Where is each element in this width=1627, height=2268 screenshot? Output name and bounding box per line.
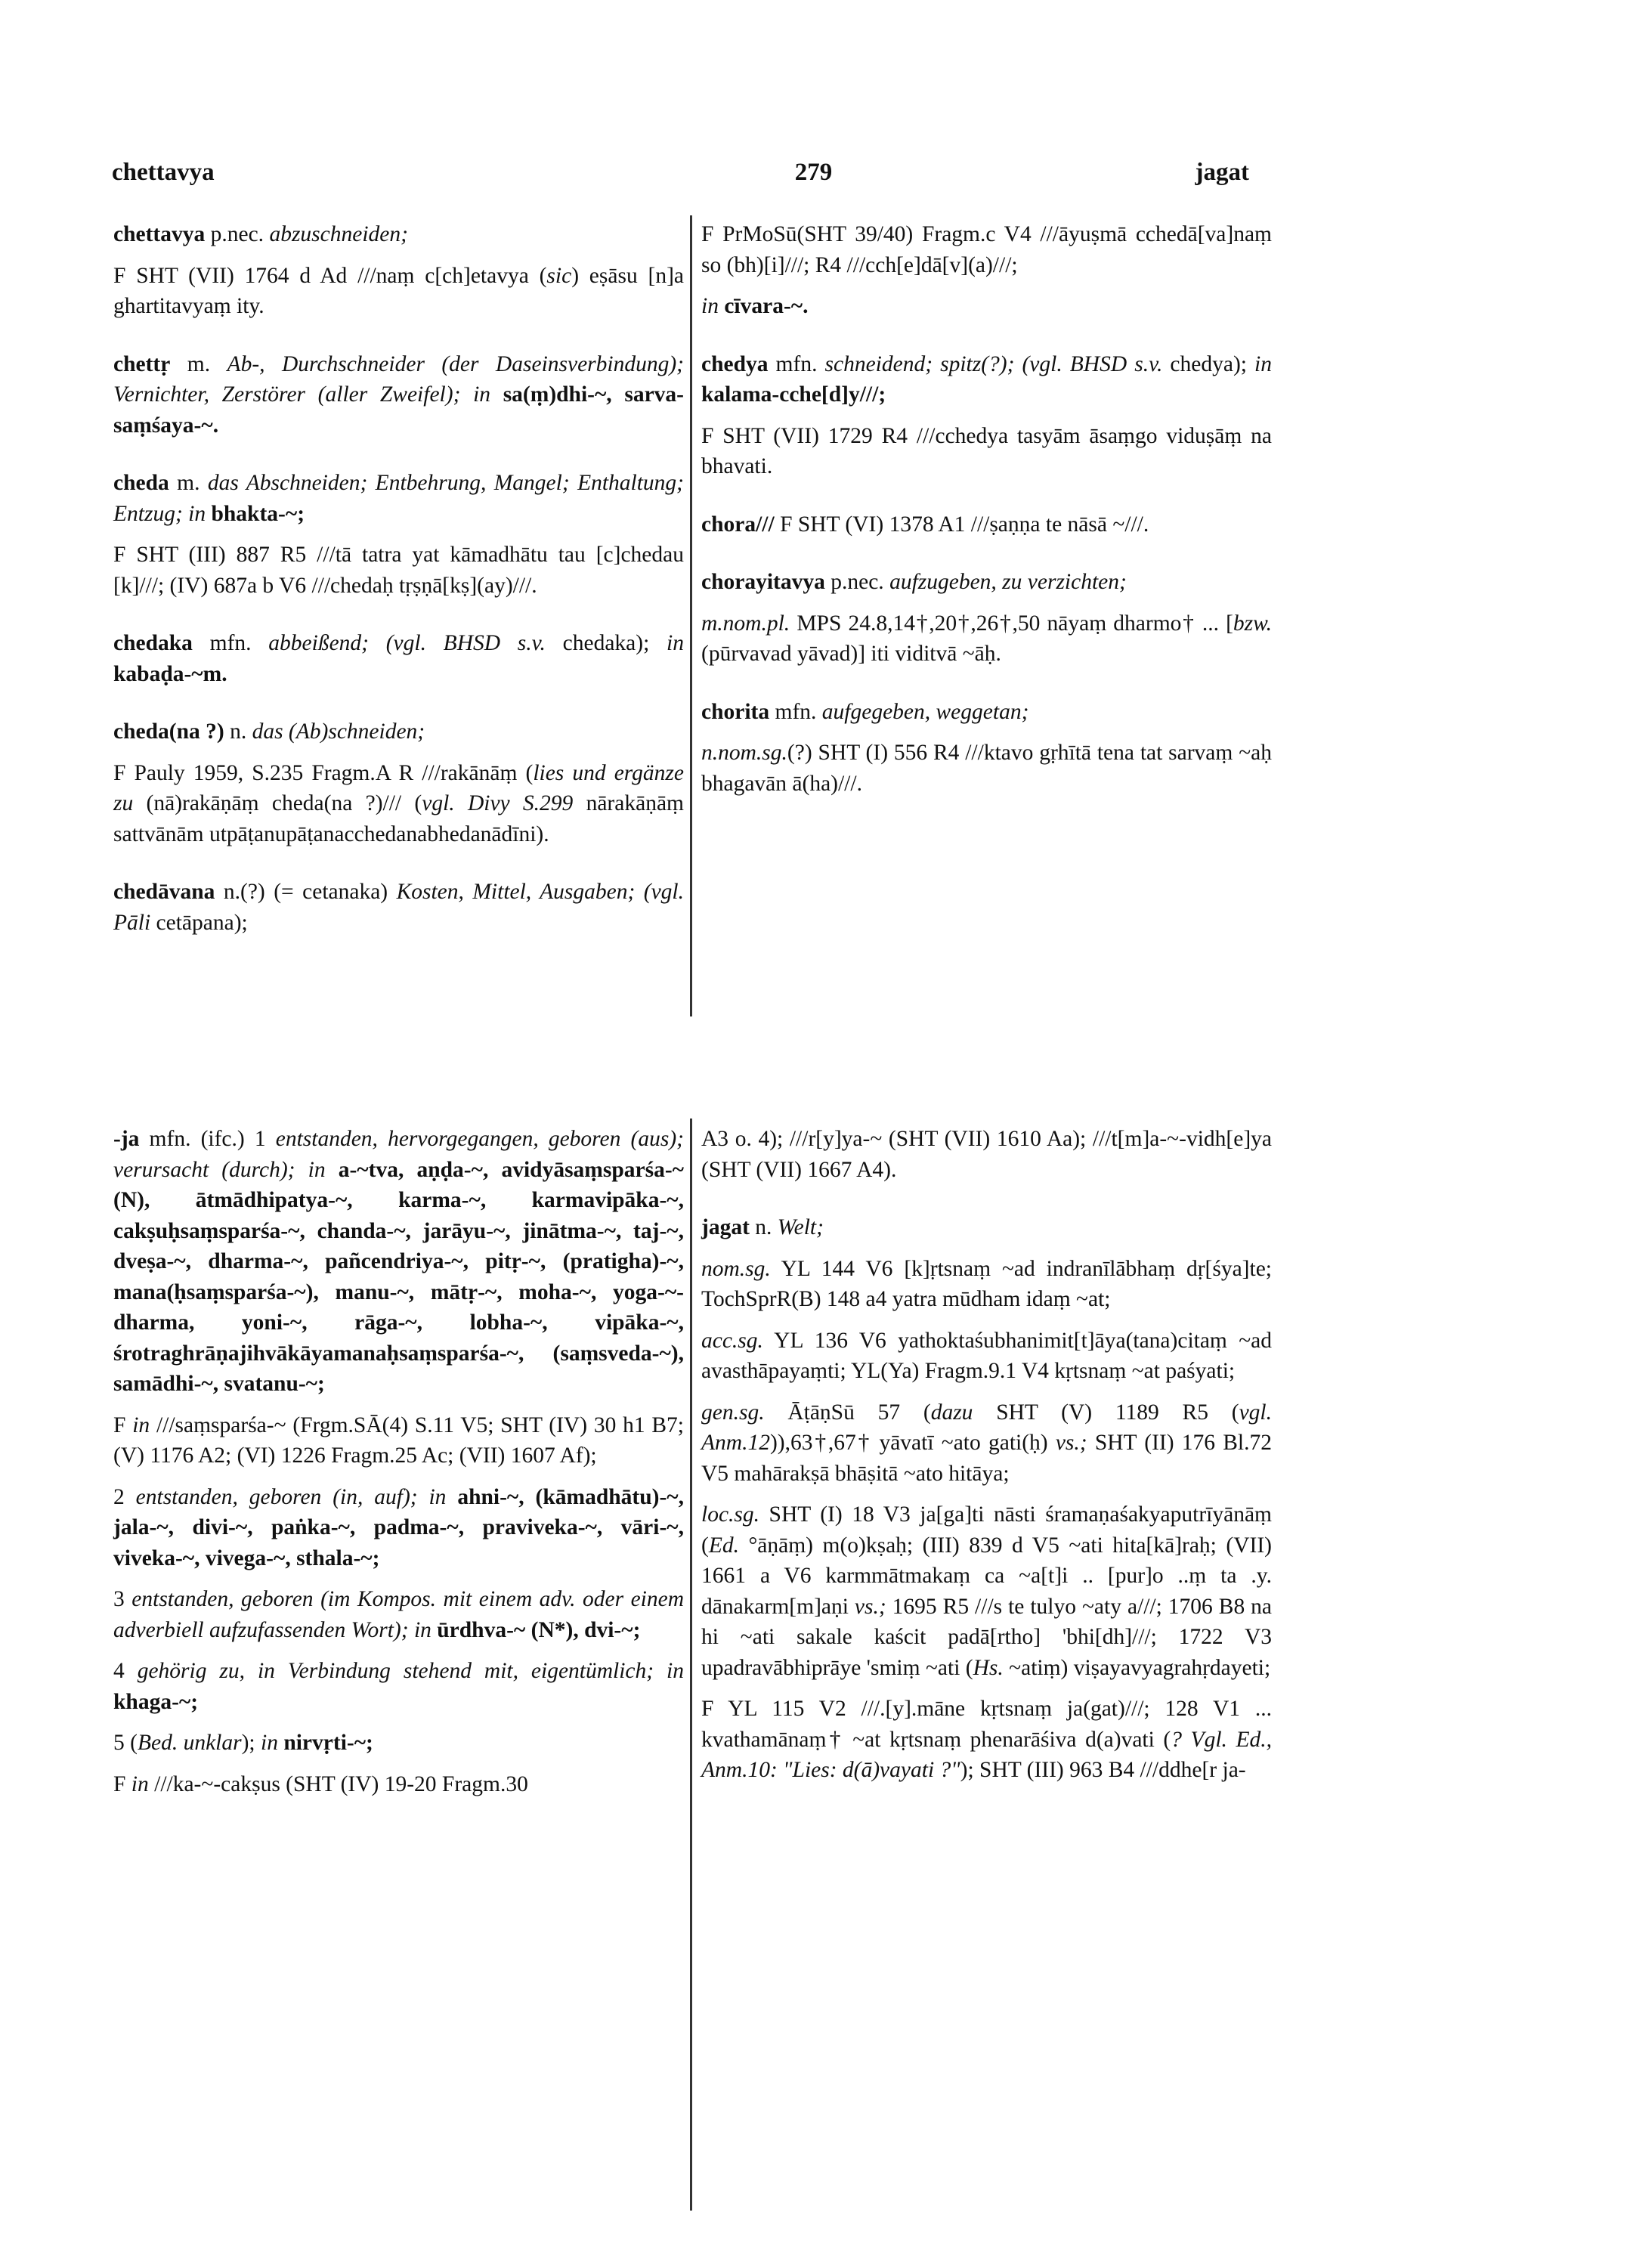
sense-number: 2 bbox=[113, 1484, 136, 1509]
in-marker: in bbox=[408, 1617, 438, 1642]
entry-ja bbox=[113, 1124, 684, 1400]
reference bbox=[701, 738, 1272, 799]
gloss: aufgegeben, weggetan; bbox=[821, 699, 1029, 724]
lemma: chorita bbox=[701, 699, 770, 724]
compounds: a-~tva, aṇḍa-~, avidyāsaṃsparśa-~ (N), ātmādhipatya-~, karma-~, karmavipāka-~, cakṣuḥsaṃsparśa-~, chanda-~, jarāyu-~, jinātma-~, taj-~, dveṣa-~, dharma-~, pañcendriya-~, pitṛ-~, (pratigha)-~, mana(ḥsaṃsparśa-~), manu-~, mātṛ-~, moha-~, yoga-~-dharma, yoni-~, rāga-~, lobha-~, vipāka-~, śrotraghrāṇajihvākāyamanaḥsaṃsparśa-~, (saṃsveda-~), samādhi-~, svatanu-~; bbox=[113, 1157, 684, 1396]
lemma: chedāvana bbox=[113, 880, 215, 904]
entry-line bbox=[113, 628, 684, 689]
lemma: chettṛ bbox=[113, 351, 171, 376]
ref-italic: vs.; bbox=[1055, 1431, 1087, 1455]
top-right-column bbox=[701, 219, 1272, 826]
reference: F SHT (III) 887 R5 ///tā tatra yat kāmadhātu tau [c]chedau [k]///; (IV) 687a b V6 ///chedaḥ tṛṣṇā[kṣ](ay)///. bbox=[113, 543, 684, 598]
entry-chora bbox=[701, 509, 1272, 540]
lemma: cheda bbox=[113, 471, 169, 495]
gloss: abbeißend; (vgl. BHSD s.v. bbox=[268, 631, 546, 655]
sense-2 bbox=[113, 1482, 684, 1574]
in-marker: in bbox=[417, 1484, 458, 1509]
ref-italic: sic bbox=[546, 263, 572, 288]
gloss: Kosten, Mittel, Ausgaben; (vgl. Pāli bbox=[113, 880, 684, 935]
grammar-label: nom.sg. bbox=[701, 1256, 771, 1281]
entry-chedya bbox=[701, 349, 1272, 482]
entry-ja-cont bbox=[701, 1124, 1272, 1185]
page-number: 279 bbox=[794, 159, 833, 186]
reference: F PrMoSū(SHT 39/40) Fragm.c V4 ///āyuṣmā cchedā[va]naṃ so (bh)[i]///; R4 ///cch[e]dā[v](a)///; bbox=[701, 222, 1272, 277]
entry-chedana bbox=[113, 716, 684, 849]
ref-text: )),63†,67† yāvatī ~ato gati(ḥ) bbox=[769, 1431, 1056, 1455]
lemma: cheda(na ?) bbox=[113, 719, 224, 744]
lemma: chorayitavya bbox=[701, 570, 825, 594]
in-marker: in bbox=[1246, 351, 1272, 376]
compounds: kalama-cche[d]y///; bbox=[701, 382, 886, 407]
ref-italic: Ed. bbox=[708, 1533, 739, 1558]
entry-chedavana bbox=[113, 877, 684, 938]
compound-line bbox=[701, 291, 1272, 322]
ref-text: ~atiṃ) viṣayavyagrahṛdayeti; bbox=[1003, 1655, 1271, 1680]
ref-text: nārakāṇāṃ sattvānām utpāṭanupāṭanacchedanabhedanādīni). bbox=[113, 791, 684, 846]
punct: ); bbox=[241, 1731, 255, 1755]
in-marker: in bbox=[649, 631, 684, 655]
compounds: bhakta-~; bbox=[211, 501, 305, 526]
column-divider-bottom bbox=[690, 1119, 692, 2211]
entry-jagat bbox=[701, 1212, 1272, 1243]
gloss: Welt; bbox=[777, 1215, 824, 1239]
gloss: gehörig zu, in Verbindung stehend mit, eigentümlich; bbox=[137, 1659, 654, 1683]
gen-sg bbox=[701, 1397, 1272, 1490]
sense-5 bbox=[113, 1728, 684, 1759]
running-head-right: jagat bbox=[1195, 159, 1249, 186]
reference: A3 o. 4); ///r[y]ya-~ (SHT (VII) 1610 Aa); ///t[m]a-~-vidh[e]ya (SHT (VII) 1667 A4). bbox=[701, 1127, 1272, 1182]
ref-text: F SHT (VII) 1764 d Ad ///naṃ c[ch]etavya ( bbox=[113, 263, 547, 288]
reference bbox=[113, 758, 684, 850]
compounds: khaga-~; bbox=[113, 1689, 199, 1714]
ref-text: ); SHT (III) 963 B4 ///ddhe[r ja- bbox=[960, 1758, 1246, 1782]
reference bbox=[701, 608, 1272, 670]
ref-text: ) eṣāsu [n]a ghartitavyaṃ ity. bbox=[113, 263, 684, 318]
grammar-label: gen.sg. bbox=[701, 1400, 765, 1425]
entry-line bbox=[113, 219, 684, 250]
part-of-speech: m. bbox=[170, 351, 227, 376]
entry-line bbox=[701, 349, 1272, 410]
in-marker: in bbox=[460, 382, 503, 407]
sense-3 bbox=[113, 1584, 684, 1645]
gloss-rest: chedaka); bbox=[545, 631, 650, 655]
top-left-column bbox=[113, 219, 684, 965]
part-of-speech: p.nec. bbox=[205, 222, 270, 246]
ref-text: F Pauly 1959, S.235 Fragm.A R ///rakānāṃ ( bbox=[113, 760, 534, 785]
entry-chedaka bbox=[113, 628, 684, 689]
bottom-right-column bbox=[701, 1124, 1272, 1786]
entry-line bbox=[113, 468, 684, 529]
entry-chettavya bbox=[113, 219, 684, 322]
entry-line bbox=[701, 567, 1272, 598]
in-marker: in bbox=[255, 1731, 284, 1755]
gloss: das Abschneiden; Entbehrung, Mangel; Enthaltung; Entzug; bbox=[113, 471, 684, 526]
reference: F SHT (VII) 1729 R4 ///cchedya tasyām āsaṃgo viduṣāṃ na bhavati. bbox=[701, 423, 1272, 478]
ref-text: SHT (II) 176 Bl.72 V5 mahārakṣā bhāṣitā ~ato hitāya; bbox=[701, 1431, 1272, 1486]
ref-text: ///ka-~-cakṣus (SHT (IV) 19-20 Fragm.30 bbox=[148, 1771, 528, 1796]
compounds: cīvara-~. bbox=[724, 294, 809, 318]
gloss-rest: chedya); bbox=[1162, 351, 1247, 376]
ref-italic: vs.; bbox=[854, 1594, 886, 1619]
entry-line bbox=[113, 349, 684, 441]
lemma: chedya bbox=[701, 351, 769, 376]
gloss: Bed. unklar bbox=[137, 1731, 242, 1755]
reference: F SHT (VI) 1378 A1 ///ṣaṇṇa te nāsā ~///. bbox=[774, 512, 1149, 537]
entry-chedavana-cont bbox=[701, 219, 1272, 322]
part-of-speech: p.nec. bbox=[824, 570, 890, 594]
gloss: Ab-, Durchschneider (der Daseinsverbindung); Vernichter, Zerstörer (aller Zweifel); bbox=[113, 351, 685, 407]
reference bbox=[113, 261, 684, 322]
gloss-rest: cetāpana); bbox=[150, 910, 248, 935]
compounds: nirvṛti-~; bbox=[283, 1731, 373, 1755]
ref-text: F bbox=[113, 1771, 131, 1796]
sense-number: 3 bbox=[113, 1587, 132, 1611]
part-of-speech: n. bbox=[749, 1215, 778, 1239]
gloss: entstanden, geboren (in, auf); bbox=[135, 1484, 418, 1509]
in-marker: in bbox=[701, 294, 725, 318]
part-of-speech: mfn. (ifc.) 1 bbox=[139, 1127, 276, 1151]
ref-text: ĀṭāṇSū 57 ( bbox=[764, 1400, 931, 1425]
entry-line bbox=[701, 509, 1272, 540]
entry-chorita bbox=[701, 697, 1272, 800]
sense-4 bbox=[113, 1656, 684, 1717]
ref-text: SHT (I) 18 V3 ja[ga]ti nāsti śramaṇaśakyaputrīyānāṃ ( bbox=[701, 1502, 1272, 1558]
entry-line bbox=[113, 716, 684, 747]
entry-line bbox=[701, 697, 1272, 728]
acc-sg bbox=[701, 1326, 1272, 1387]
lemma: -ja bbox=[113, 1127, 140, 1151]
reference bbox=[701, 1694, 1272, 1786]
ref-italic: dazu bbox=[930, 1400, 973, 1425]
part-of-speech: mfn. bbox=[768, 351, 825, 376]
grammar-label: n.nom.sg. bbox=[701, 741, 787, 765]
grammar-label: acc.sg. bbox=[701, 1328, 763, 1353]
gloss: abzuschneiden; bbox=[269, 222, 408, 246]
lemma: jagat bbox=[701, 1215, 750, 1239]
ref-text: (pūrvavad yāvad)] iti viditvā ~āḥ. bbox=[701, 642, 1001, 666]
entry-cheda bbox=[113, 468, 684, 601]
gloss: entstanden, hervorgegangen, geboren (aus); verursacht (durch); bbox=[113, 1127, 684, 1182]
in-marker: in bbox=[295, 1157, 339, 1182]
lemma: chettavya bbox=[113, 222, 206, 246]
compounds: kabaḍa-~m. bbox=[113, 661, 227, 686]
compounds: ahni-~, (kāmadhātu)-~, jala-~, divi-~, paṅka-~, padma-~, pravivekа-~, vāri-~, viveka-~, vivega-~, sthala-~; bbox=[113, 1484, 684, 1570]
in-marker: in bbox=[131, 1771, 149, 1796]
grammar-label: m.nom.pl. bbox=[701, 611, 790, 636]
ref-text: YL 136 V6 yathoktaśubhanimit[t]āya(tana)citaṃ ~ad avasthāpayaṃti; YL(Ya) Fragm.9.1 V4 kṛtsnaṃ ~at paśyati; bbox=[701, 1328, 1272, 1383]
running-head-left: chettavya bbox=[112, 159, 215, 186]
lemma: chedaka bbox=[113, 631, 193, 655]
part-of-speech: mfn. bbox=[192, 631, 269, 655]
ref-italic: vgl. Divy S.299 bbox=[422, 791, 574, 815]
ref-italic: ? Vgl. Ed., Anm.10: "Lies: d(ā)vayati ?" bbox=[701, 1727, 1272, 1782]
ref-text: F YL 115 V2 ///.[y].māne kṛtsnaṃ ja(gat)///; 128 V1 ... kvathamānaṃ† ~at kṛtsnaṃ phenarāśiva d(a)vati ( bbox=[701, 1697, 1272, 1752]
ref-text: °āṇāṃ) m(o)kṣaḥ; (III) 839 d V5 ~ati hita[kā]raḥ; (VII) 1661 a V6 karmmātmakaṃ ca ~a[t]i .. [pur]o ..ṃ ta .y. dānakarm[m]aṇi bbox=[701, 1533, 1272, 1619]
entry-chorayitavya bbox=[701, 567, 1272, 670]
column-divider-top bbox=[690, 215, 692, 1016]
nom-sg bbox=[701, 1254, 1272, 1315]
ref-italic: lies und ergänze zu bbox=[113, 760, 684, 815]
ref-text: MPS 24.8,14†,20†,26†,50 nāyaṃ dharmo† ... [ bbox=[790, 611, 1233, 636]
ref-text: YL 144 V6 [k]ṛtsnaṃ ~ad indranīlābhaṃ dṛ[śya]te; TochSprR(B) 148 a4 yatra mūdham idaṃ ~at; bbox=[701, 1256, 1272, 1311]
gloss: schneidend; spitz(?); (vgl. BHSD s.v. bbox=[824, 351, 1163, 376]
ref-text: ///saṃsparśa-~ (Frgm.SĀ(4) S.11 V5; SHT (IV) 30 h1 B7; (V) 1176 A2; (VI) 1226 Fragm.25 Ac; (VII) 1607 Af); bbox=[113, 1412, 684, 1468]
sense-number: 4 bbox=[113, 1659, 138, 1683]
lemma: chora/// bbox=[701, 512, 775, 537]
part-of-speech: n. bbox=[224, 719, 252, 744]
part-of-speech: n.(?) (= cetanaka) bbox=[215, 880, 397, 904]
grammar-label: loc.sg. bbox=[701, 1502, 760, 1527]
ref-text: F bbox=[113, 1412, 133, 1437]
ref-italic: bzw. bbox=[1233, 611, 1272, 636]
gloss: das (Ab)schneiden; bbox=[252, 719, 425, 744]
ref-text: (?) SHT (I) 556 R4 ///ktavo gṛhītā tena tat sarvaṃ ~aḥ bhagavān ā(ha)///. bbox=[701, 741, 1272, 796]
ref-italic: vgl. Anm.12 bbox=[701, 1400, 1272, 1455]
gloss: entstanden, geboren (im Kompos. mit einem adv. oder einem adverbiell aufzufassenden Wort); bbox=[113, 1587, 685, 1642]
compounds: ūrdhva-~ (N*), dvi-~; bbox=[437, 1617, 641, 1642]
reference bbox=[113, 1410, 684, 1471]
ref-text: (nā)rakāṇāṃ cheda(na ?)/// ( bbox=[133, 791, 422, 815]
in-marker: in bbox=[182, 501, 212, 526]
reference bbox=[113, 1769, 684, 1800]
part-of-speech: m. bbox=[169, 471, 208, 495]
compounds: sa(ṃ)dhi-~, sarva-saṃśaya-~. bbox=[113, 382, 684, 438]
entry-chettr bbox=[113, 349, 684, 441]
ref-italic: Hs. bbox=[973, 1655, 1004, 1680]
in-marker: in bbox=[654, 1659, 685, 1683]
part-of-speech: mfn. bbox=[769, 699, 822, 724]
gloss: aufzugeben, zu verzichten; bbox=[889, 570, 1127, 594]
entry-line bbox=[113, 877, 684, 938]
loc-sg bbox=[701, 1499, 1272, 1683]
bottom-left-column bbox=[113, 1124, 684, 1799]
in-marker: in bbox=[132, 1412, 150, 1437]
sense-number: 5 ( bbox=[113, 1731, 138, 1755]
ref-text: 1695 R5 ///s te tulyo ~aty a///; 1706 B8 na hi ~ati sakale kaścit padā[rtho] 'bhi[dh]///; 1722 V3 upadravābhiprāye 'smiṃ ~ati ( bbox=[701, 1594, 1273, 1680]
ref-text: SHT (V) 1189 R5 ( bbox=[973, 1400, 1239, 1425]
